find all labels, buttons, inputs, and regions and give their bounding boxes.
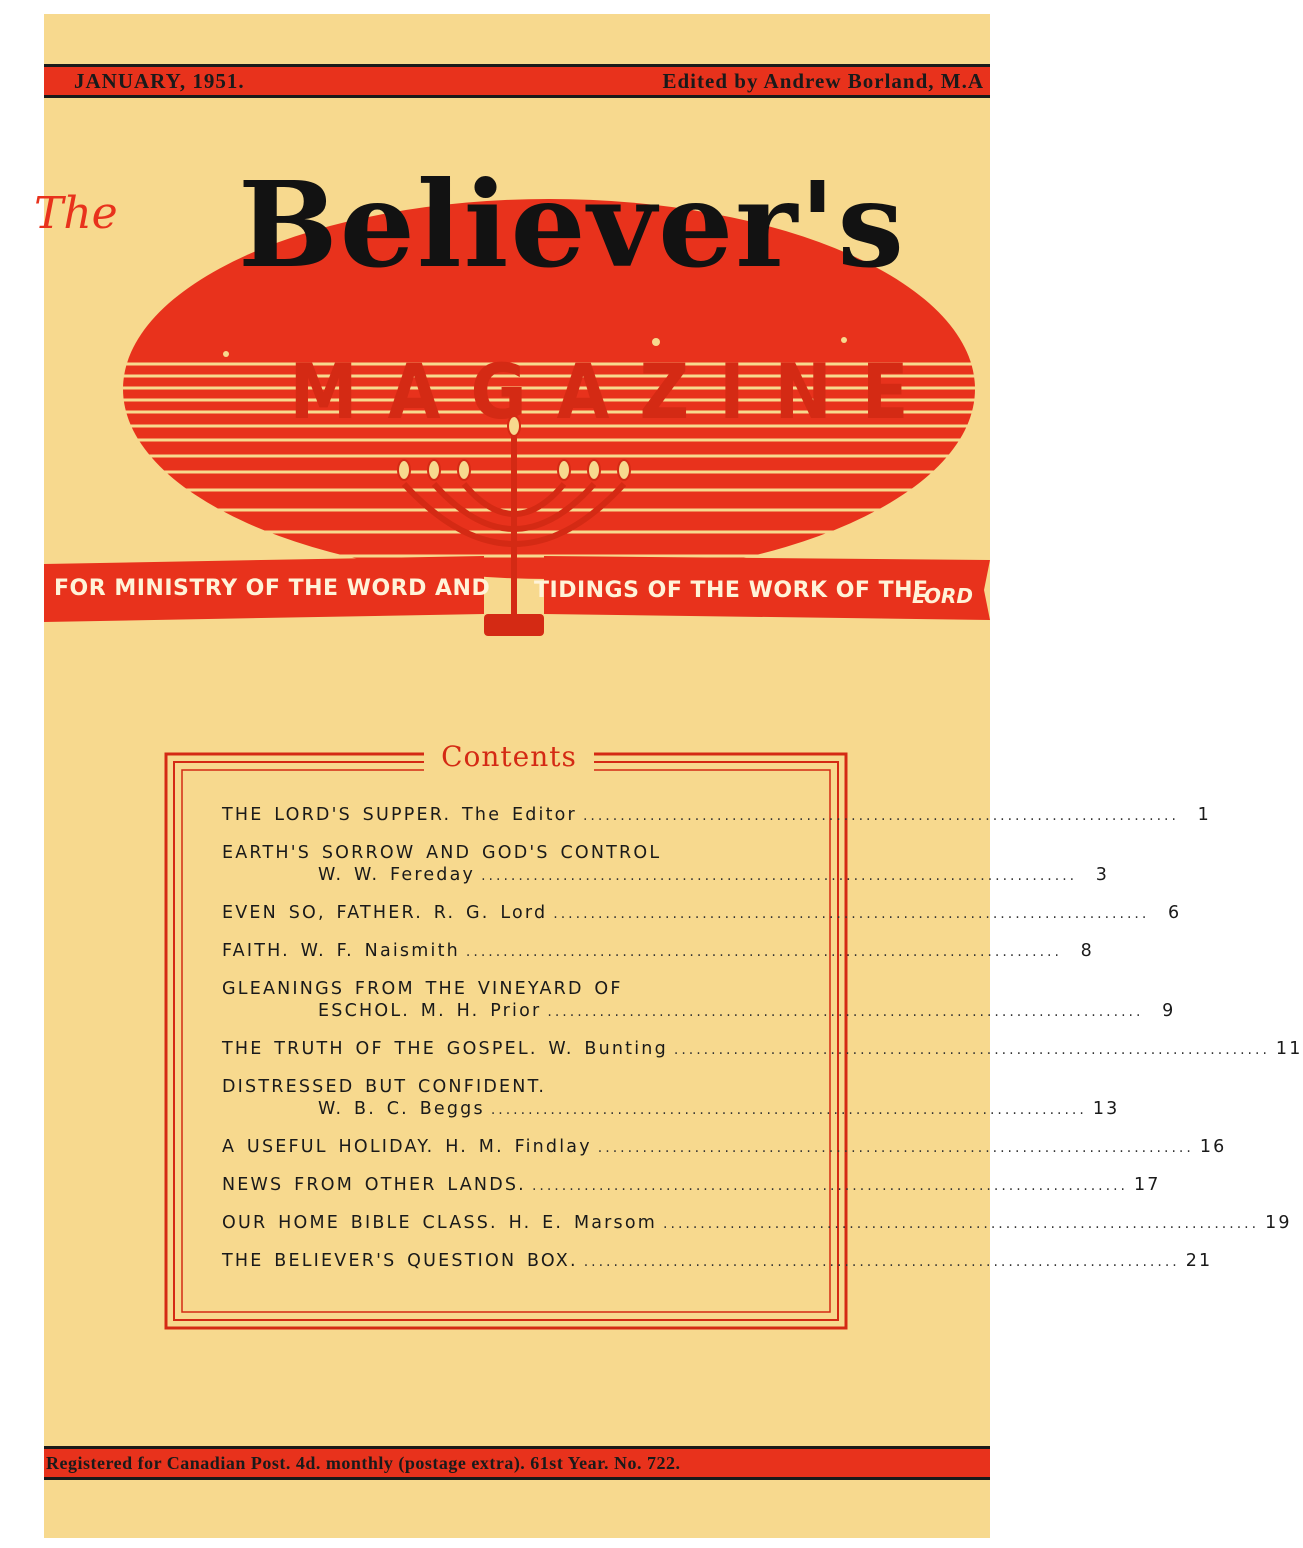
leader-dots: ................................................................................ (597, 1140, 1194, 1156)
toc-entry-author: ESCHOL. M. H. Prior (318, 1001, 542, 1021)
magazine-subtitle: MAGAZINE (289, 347, 939, 436)
editor-credit: Edited by Andrew Borland, M.A (662, 68, 984, 93)
leader-dots: ................................................................................ (465, 944, 1062, 960)
leader-dots: ................................................................................ (583, 1254, 1180, 1270)
toc-entry-title: THE LORD'S SUPPER. The Editor (222, 805, 577, 825)
toc-entry (222, 902, 1182, 925)
header-bar (44, 64, 990, 98)
magazine-cover (34, 14, 1303, 1538)
leader-dots: ................................................................................ (490, 1102, 1087, 1118)
toc-page-number: 9 (1162, 1001, 1176, 1021)
toc-entry (222, 1212, 1292, 1235)
contents-heading: Contents (424, 740, 594, 773)
toc-entry-title: OUR HOME BIBLE CLASS. H. E. Marsom (222, 1213, 658, 1233)
toc-entry-author: W. B. C. Beggs (318, 1099, 485, 1119)
toc-entry (222, 842, 1110, 887)
toc-entry (222, 804, 1211, 827)
toc-entry-title: NEWS FROM OTHER LANDS. (222, 1175, 526, 1195)
leader-dots: ................................................................................ (547, 1004, 1144, 1020)
toc-page-number: 16 (1199, 1137, 1227, 1157)
contents-box (162, 734, 1303, 1334)
toc-page-number: 1 (1197, 805, 1211, 825)
toc-page-number: 17 (1133, 1175, 1161, 1195)
leader-dots: ................................................................................ (531, 1178, 1128, 1194)
the-script: The (34, 188, 118, 239)
banner-text-lord: LORD (912, 584, 974, 608)
toc-entry (222, 940, 1094, 963)
footer-bar (44, 1446, 990, 1480)
toc-entry (222, 1038, 1303, 1061)
magazine-title: Believer's (238, 155, 906, 294)
table-of-contents (222, 804, 1303, 1288)
toc-entry-title: A USEFUL HOLIDAY. H. M. Findlay (222, 1137, 592, 1157)
toc-page-number: 13 (1092, 1099, 1120, 1119)
menorah-base (484, 614, 544, 636)
toc-entry (222, 1250, 1213, 1273)
issue-date: JANUARY, 1951. (74, 68, 245, 93)
toc-entry (222, 1076, 1120, 1121)
leader-dots: ................................................................................ (663, 1216, 1260, 1232)
toc-page-number: 11 (1275, 1039, 1303, 1059)
toc-entry-title: DISTRESSED BUT CONFIDENT. (222, 1077, 547, 1097)
toc-entry-title: THE TRUTH OF THE GOSPEL. W. Bunting (222, 1039, 668, 1059)
toc-entry-title: FAITH. W. F. Naismith (222, 941, 460, 961)
toc-page-number: 19 (1265, 1213, 1292, 1233)
leader-dots: ................................................................................ (673, 1042, 1270, 1058)
toc-page-number: 21 (1185, 1251, 1213, 1271)
leader-dots: ................................................................................ (553, 906, 1150, 922)
toc-entry-title: EVEN SO, FATHER. R. G. Lord (222, 903, 548, 923)
leader-dots: ................................................................................ (582, 808, 1179, 824)
toc-entry-title: EARTH'S SORROW AND GOD'S CONTROL (222, 843, 662, 863)
toc-entry (222, 1136, 1227, 1159)
banner-text-right: TIDINGS OF THE WORK OF THE (534, 578, 929, 603)
toc-entry (222, 978, 1176, 1023)
leader-dots: ................................................................................ (481, 868, 1078, 884)
banner-text-left: FOR MINISTRY OF THE WORD AND (54, 576, 491, 601)
footer-text: Registered for Canadian Post. 4d. monthly (postage extra). 61st Year. No. 722. (46, 1452, 681, 1473)
toc-page-number: 3 (1095, 865, 1110, 885)
masthead (34, 144, 990, 664)
toc-page-number: 6 (1167, 903, 1182, 923)
toc-entry (222, 1174, 1161, 1197)
toc-entry-title: THE BELIEVER'S QUESTION BOX. (222, 1251, 578, 1271)
toc-page-number: 8 (1080, 941, 1094, 961)
toc-entry-author: W. W. Fereday (318, 865, 476, 885)
toc-entry-title: GLEANINGS FROM THE VINEYARD OF (222, 979, 623, 999)
